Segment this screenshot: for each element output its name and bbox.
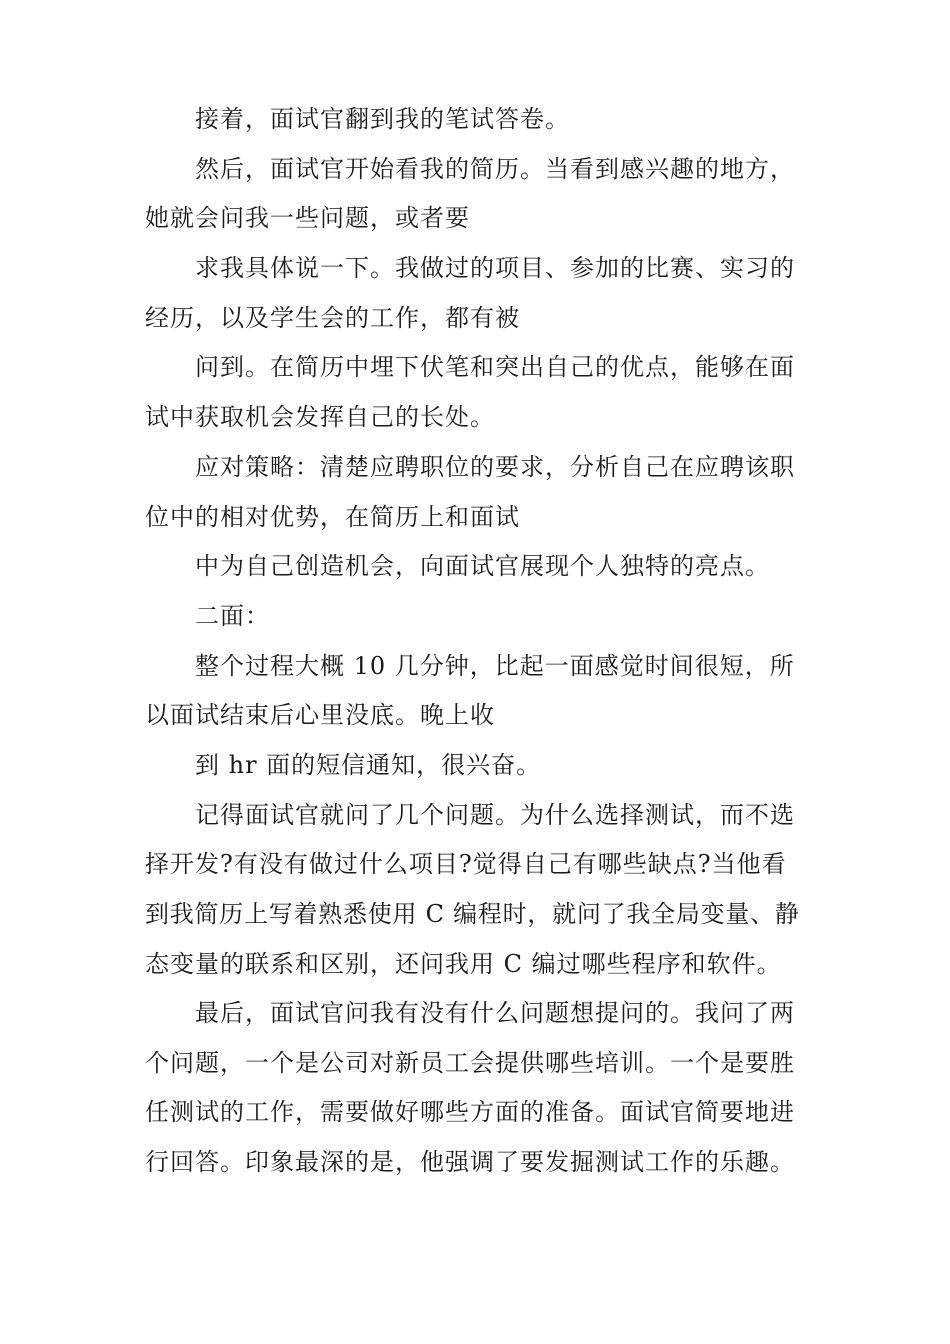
- text-line: 整个过程大概 10 几分钟，比起一面感觉时间很短，所: [195, 652, 795, 680]
- section-heading: 二面：: [195, 602, 270, 630]
- text-line: 她就会问我一些问题，或者要: [145, 204, 470, 232]
- text-line: 最后，面试官问我有没有什么问题想提问的。我问了两: [195, 999, 795, 1027]
- text-line: 记得面试官就问了几个问题。为什么选择测试，而不选: [195, 801, 795, 829]
- text-line: 位中的相对优势，在简历上和面试: [145, 503, 520, 531]
- text-line: 然后，面试官开始看我的简历。当看到感兴趣的地方，: [195, 155, 795, 183]
- text-line: 任测试的工作，需要做好哪些方面的准备。面试官简要地进: [145, 1098, 795, 1126]
- text-line: 到 hr 面的短信通知，很兴奋。: [195, 751, 542, 779]
- text-line: 个问题，一个是公司对新员工会提供哪些培训。一个是要胜: [145, 1049, 795, 1077]
- text-line: 行回答。印象最深的是，他强调了要发掘测试工作的乐趣。: [145, 1148, 795, 1176]
- text-line: 以面试结束后心里没底。晚上收: [145, 701, 495, 729]
- text-line: 态变量的联系和区别，还问我用 C 编过哪些程序和软件。: [145, 950, 782, 978]
- text-line: 接着，面试官翻到我的笔试答卷。: [195, 105, 570, 133]
- text-line: 中为自己创造机会，向面试官展现个人独特的亮点。: [195, 552, 770, 580]
- text-line: 试中获取机会发挥自己的长处。: [145, 403, 495, 431]
- text-line: 择开发?有没有做过什么项目?觉得自己有哪些缺点?当他看: [145, 850, 787, 878]
- text-line: 应对策略：清楚应聘职位的要求，分析自己在应聘该职: [195, 453, 795, 481]
- text-line: 到我简历上写着熟悉使用 C 编程时，就问了我全局变量、静: [145, 900, 800, 928]
- text-line: 求我具体说一下。我做过的项目、参加的比赛、实习的: [195, 254, 795, 282]
- text-line: 问到。在简历中埋下伏笔和突出自己的优点，能够在面: [195, 353, 795, 381]
- text-line: 经历，以及学生会的工作，都有被: [145, 304, 520, 332]
